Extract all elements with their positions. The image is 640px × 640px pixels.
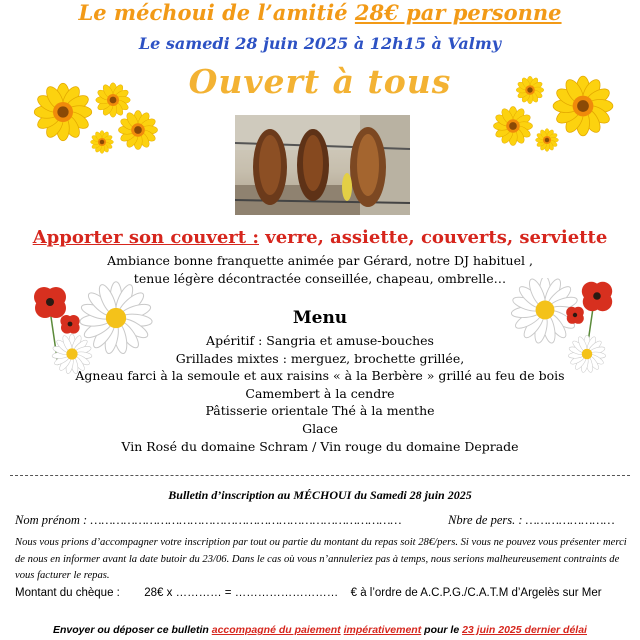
sunflower-cluster-right-icon bbox=[485, 68, 625, 158]
event-title bbox=[0, 0, 640, 25]
footer-mandatory: impérativement bbox=[343, 624, 422, 636]
title-text: Le méchoui de l’amitié bbox=[78, 0, 355, 25]
open-to-all-banner: Ouvert à tous bbox=[188, 62, 452, 101]
title-price: 28€ par personne bbox=[354, 0, 562, 25]
menu-item: Agneau farci à la semoule et aux raisins « à la Berbère » grillé au feu de bois bbox=[75, 368, 565, 384]
ambiance-line: tenue légère décontractée conseillée, chapeau, ombrelle… bbox=[133, 271, 507, 286]
send-instructions bbox=[0, 624, 640, 636]
menu-item: Glace bbox=[302, 420, 338, 436]
bring-cutlery-line bbox=[0, 227, 640, 248]
menu-list bbox=[0, 332, 640, 455]
menu-title: Menu bbox=[292, 308, 348, 328]
cheque-amount-field[interactable]: 28€ x ………… = ……………………… bbox=[144, 587, 339, 599]
bring-label: Apporter son couvert : bbox=[32, 227, 259, 248]
roast-illustration-icon bbox=[235, 115, 410, 215]
footer-deadline: 23 juin 2025 dernier délai bbox=[462, 624, 587, 636]
footer-text: Envoyer ou déposer ce bulletin bbox=[53, 624, 212, 636]
ambiance-line: Ambiance bonne franquette animée par Gérard, notre DJ habituel , bbox=[107, 253, 533, 268]
event-date: Le samedi 28 juin 2025 à 12h15 à Valmy bbox=[138, 34, 502, 53]
cheque-payee: € à l’ordre de A.C.P.G./C.A.T.M d’Argelès sur Mer bbox=[350, 587, 602, 599]
cheque-label: Montant du chèque : bbox=[15, 587, 120, 599]
menu-item: Grillades mixtes : merguez, brochette grillée, bbox=[175, 350, 465, 366]
menu-item: Camembert à la cendre bbox=[245, 385, 395, 401]
registration-form-title: Bulletin d’inscription au MÉCHOUI du Samedi 28 juin 2025 bbox=[168, 488, 472, 502]
registration-notice: Nous vous prions d’accompagner votre inscription par tout ou partie du montant du repas soit 28€/pers. Si vous ne pouvez vous présenter merci de nous en informer avant la date butoir du 23/06. Dans le cas où vous n’annuleriez pas à temps, nous serions malheureusement contraints de vous facturer le repas. bbox=[15, 537, 627, 581]
footer-payment-required: accompagné du paiement bbox=[211, 624, 341, 636]
bring-items: verre, assiette, couverts, serviette bbox=[259, 227, 608, 248]
people-count-field[interactable]: Nbre de pers. : …………………… bbox=[448, 513, 615, 527]
menu-item: Pâtisserie orientale Thé à la menthe bbox=[205, 403, 435, 419]
sunflower-cluster-left-icon bbox=[25, 78, 165, 158]
menu-item: Vin Rosé du domaine Schram / Vin rouge du domaine Deprade bbox=[121, 438, 519, 454]
cheque-amount-line bbox=[15, 587, 602, 599]
footer-text: pour le bbox=[421, 624, 463, 636]
roasting-lamb-photo bbox=[235, 115, 410, 215]
name-field[interactable]: Nom prénom : ………………………………………………………………………… bbox=[15, 513, 402, 527]
menu-item: Apéritif : Sangria et amuse-bouches bbox=[206, 333, 434, 348]
cut-line-divider bbox=[10, 475, 630, 476]
